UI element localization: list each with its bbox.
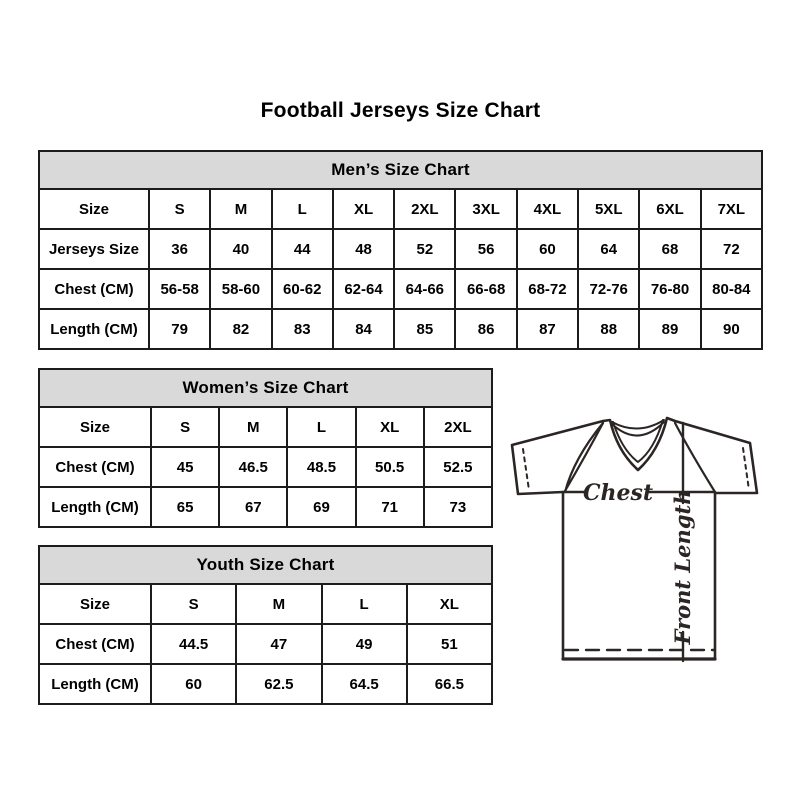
value-cell: 84 [333, 309, 394, 349]
jersey-measurement-diagram [502, 403, 770, 681]
value-cell: 68-72 [517, 269, 578, 309]
value-cell: L [287, 407, 355, 447]
value-cell: 45 [151, 447, 219, 487]
value-cell: 72-76 [578, 269, 639, 309]
value-cell: 56-58 [149, 269, 210, 309]
row-label-cell: Size [39, 189, 149, 229]
jersey-icon [502, 403, 770, 681]
value-cell: 2XL [394, 189, 455, 229]
womens-size-table [38, 368, 493, 528]
row-label-cell: Length (CM) [39, 487, 151, 527]
chest-label: Chest [582, 480, 654, 506]
front-length-label: Front Length [670, 489, 695, 645]
value-cell: 52.5 [424, 447, 492, 487]
row-label-cell: Size [39, 407, 151, 447]
value-cell: 83 [272, 309, 333, 349]
value-cell: L [322, 584, 407, 624]
value-cell: XL [356, 407, 424, 447]
row-label-cell: Chest (CM) [39, 624, 151, 664]
value-cell: 6XL [639, 189, 700, 229]
row-label-cell: Size [39, 584, 151, 624]
value-cell: 36 [149, 229, 210, 269]
table-row [39, 664, 492, 704]
value-cell: S [151, 584, 236, 624]
row-label-cell: Chest (CM) [39, 447, 151, 487]
value-cell: 80-84 [701, 269, 762, 309]
value-cell: S [149, 189, 210, 229]
value-cell: 88 [578, 309, 639, 349]
value-cell: 40 [210, 229, 271, 269]
value-cell: 4XL [517, 189, 578, 229]
value-cell: L [272, 189, 333, 229]
value-cell: 51 [407, 624, 492, 664]
value-cell: XL [407, 584, 492, 624]
youth-size-table-title: Youth Size Chart [39, 546, 492, 584]
value-cell: 64 [578, 229, 639, 269]
value-cell: 56 [455, 229, 516, 269]
row-label-cell: Length (CM) [39, 664, 151, 704]
value-cell: 73 [424, 487, 492, 527]
table-row [39, 487, 492, 527]
table-row [39, 584, 492, 624]
jersey-outline [512, 418, 757, 659]
value-cell: 60 [517, 229, 578, 269]
youth-size-table [38, 545, 493, 705]
table-row [39, 447, 492, 487]
value-cell: 44.5 [151, 624, 236, 664]
table-header-row [39, 369, 492, 407]
value-cell: 49 [322, 624, 407, 664]
value-cell: 46.5 [219, 447, 287, 487]
value-cell: 90 [701, 309, 762, 349]
table-row [39, 624, 492, 664]
table-header-row [39, 151, 762, 189]
mens-size-table [38, 150, 763, 350]
value-cell: 5XL [578, 189, 639, 229]
womens-size-table-title: Women’s Size Chart [39, 369, 492, 407]
right-cuff-dashes [743, 448, 749, 490]
value-cell: 71 [356, 487, 424, 527]
value-cell: 7XL [701, 189, 762, 229]
value-cell: M [236, 584, 321, 624]
value-cell: 62.5 [236, 664, 321, 704]
value-cell: 64-66 [394, 269, 455, 309]
table-row [39, 269, 762, 309]
value-cell: 50.5 [356, 447, 424, 487]
value-cell: S [151, 407, 219, 447]
row-label-cell: Length (CM) [39, 309, 149, 349]
value-cell: 58-60 [210, 269, 271, 309]
value-cell: 68 [639, 229, 700, 269]
value-cell: M [210, 189, 271, 229]
row-label-cell: Jerseys Size [39, 229, 149, 269]
table-header-row [39, 546, 492, 584]
value-cell: 62-64 [333, 269, 394, 309]
value-cell: 48.5 [287, 447, 355, 487]
value-cell: 86 [455, 309, 516, 349]
page-title: Football Jerseys Size Chart [260, 99, 541, 122]
value-cell: 44 [272, 229, 333, 269]
value-cell: 60-62 [272, 269, 333, 309]
table-row [39, 407, 492, 447]
value-cell: 65 [151, 487, 219, 527]
value-cell: 85 [394, 309, 455, 349]
value-cell: 47 [236, 624, 321, 664]
value-cell: 76-80 [639, 269, 700, 309]
mens-size-table-title: Men’s Size Chart [39, 151, 762, 189]
value-cell: 69 [287, 487, 355, 527]
table-row [39, 309, 762, 349]
table-row [39, 229, 762, 269]
value-cell: 64.5 [322, 664, 407, 704]
value-cell: 60 [151, 664, 236, 704]
value-cell: M [219, 407, 287, 447]
value-cell: 89 [639, 309, 700, 349]
value-cell: 48 [333, 229, 394, 269]
value-cell: 66.5 [407, 664, 492, 704]
value-cell: 66-68 [455, 269, 516, 309]
value-cell: 67 [219, 487, 287, 527]
table-row [39, 189, 762, 229]
value-cell: 79 [149, 309, 210, 349]
value-cell: XL [333, 189, 394, 229]
left-cuff-dashes [523, 449, 529, 490]
value-cell: 2XL [424, 407, 492, 447]
value-cell: 72 [701, 229, 762, 269]
value-cell: 3XL [455, 189, 516, 229]
value-cell: 82 [210, 309, 271, 349]
value-cell: 87 [517, 309, 578, 349]
row-label-cell: Chest (CM) [39, 269, 149, 309]
value-cell: 52 [394, 229, 455, 269]
